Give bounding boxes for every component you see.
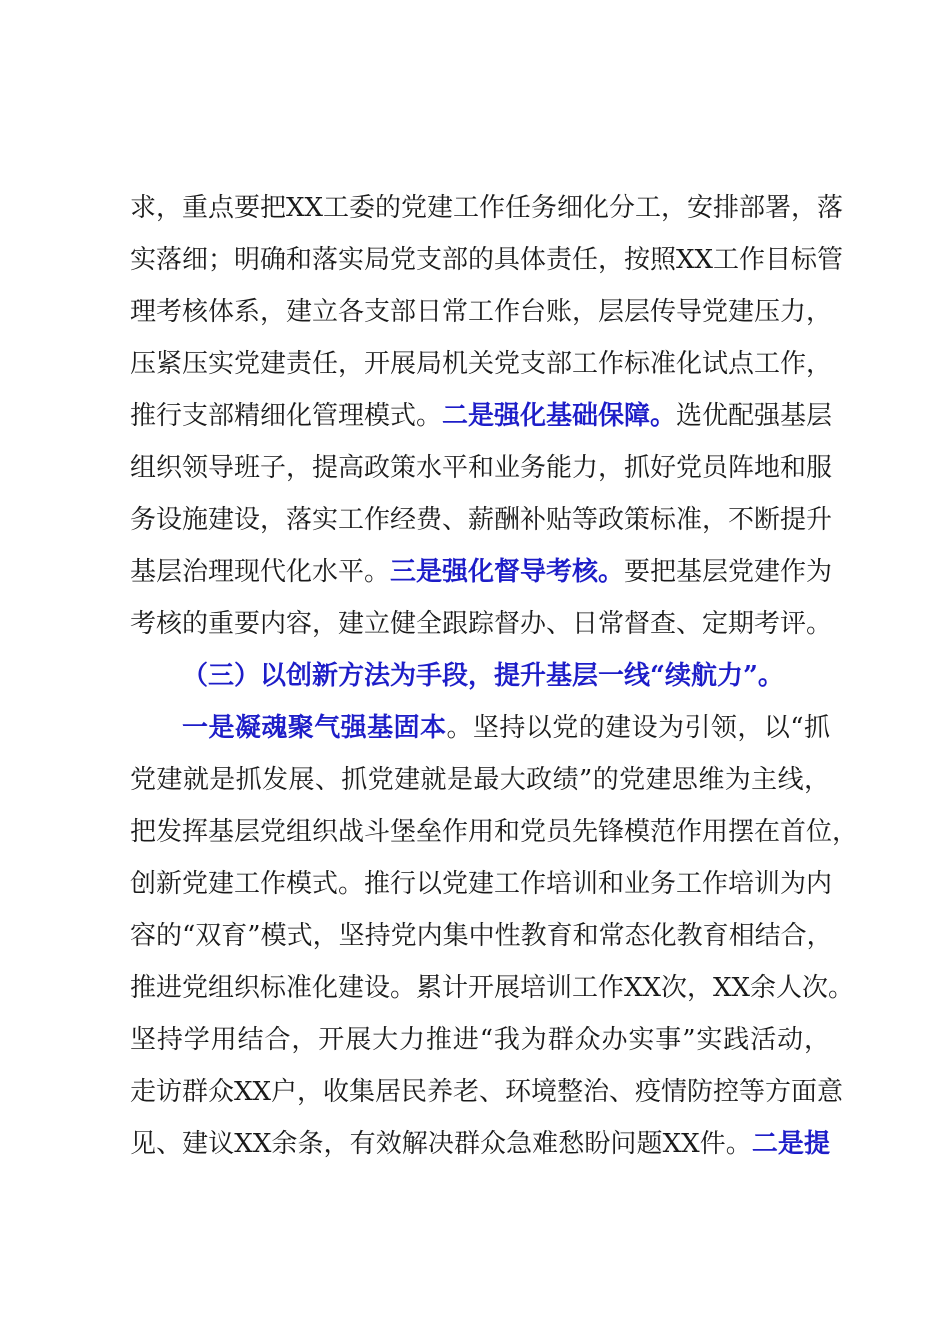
text-segment: 党建就是抓发展、抓党建就是最大政绩”的党建思维为主线， [130, 765, 830, 795]
paragraph-line [130, 1014, 830, 1066]
text-segment: 考核的重要内容，建立健全跟踪督办、日常督查、定期考评。 [130, 609, 833, 639]
paragraph-line [130, 234, 844, 286]
highlighted-phrase: 二是提 [751, 1129, 830, 1159]
body-text [130, 182, 859, 1170]
text-segment: 推行支部精细化管理模式。 [130, 401, 443, 431]
text-segment: 组织领导班子，提高政策水平和业务能力，抓好党员阵地和服 [130, 453, 833, 483]
paragraph-line [130, 1118, 830, 1170]
text-segment: 压紧压实党建责任，开展局机关党支部工作标准化试点工作， [130, 349, 833, 379]
paragraph-line [130, 546, 833, 598]
text-segment: 创新党建工作模式。推行以党建工作培训和业务工作培训为内 [130, 869, 833, 899]
text-segment: 务设施建设，落实工作经费、薪酬补贴等政策标准，不断提升 [130, 505, 833, 535]
paragraph-line [130, 182, 844, 234]
highlighted-phrase: 三是强化督导考核。 [390, 557, 625, 587]
text-segment: 基层治理现代化水平。 [130, 557, 391, 587]
paragraph-line [130, 754, 830, 806]
section-heading [130, 650, 830, 702]
paragraph-line [130, 338, 833, 390]
highlighted-phrase: 二是强化基础保障。 [442, 401, 677, 431]
paragraph-line [130, 858, 833, 910]
text-segment: 求，重点要把XX工委的党建工作任务细化分工，安排部署，落 [130, 193, 844, 223]
text-segment: 把发挥基层党组织战斗堡垒作用和党员先锋模范作用摆在首位， [130, 817, 859, 847]
text-segment: 理考核体系，建立各支部日常工作台账，层层传导党建压力， [130, 297, 833, 327]
paragraph-line [130, 910, 833, 962]
paragraph-line [130, 962, 855, 1014]
highlighted-phrase: 一是凝魂聚气强基固本 [182, 713, 447, 743]
text-segment: 。坚持以党的建设为引领，以“抓 [446, 713, 830, 743]
paragraph-line [130, 598, 833, 650]
paragraph-line [130, 286, 833, 338]
text-segment: 要把基层党建作为 [624, 557, 833, 587]
paragraph-line [130, 806, 859, 858]
text-segment: 推进党组织标准化建设。累计开展培训工作XX次，XX余人次。 [130, 973, 855, 1003]
paragraph-line [130, 702, 830, 754]
paragraph-line [130, 1066, 844, 1118]
text-segment: 走访群众XX户，收集居民养老、环境整治、疫情防控等方面意 [130, 1077, 844, 1107]
text-segment: 实落细；明确和落实局党支部的具体责任，按照XX工作目标管 [130, 245, 844, 275]
text-segment: 坚持学用结合，开展大力推进“我为群众办实事”实践活动， [130, 1025, 830, 1055]
text-segment: 见、建议XX余条，有效解决群众急难愁盼问题XX件。 [130, 1129, 752, 1159]
highlighted-phrase: （三）以创新方法为手段，提升基层一线“续航力”。 [182, 661, 784, 691]
paragraph-line [130, 494, 833, 546]
paragraph-line [130, 390, 833, 442]
text-segment: 选优配强基层 [676, 401, 833, 431]
text-segment: 容的“双育”模式，坚持党内集中性教育和常态化教育相结合， [130, 921, 833, 951]
paragraph-line [130, 442, 833, 494]
